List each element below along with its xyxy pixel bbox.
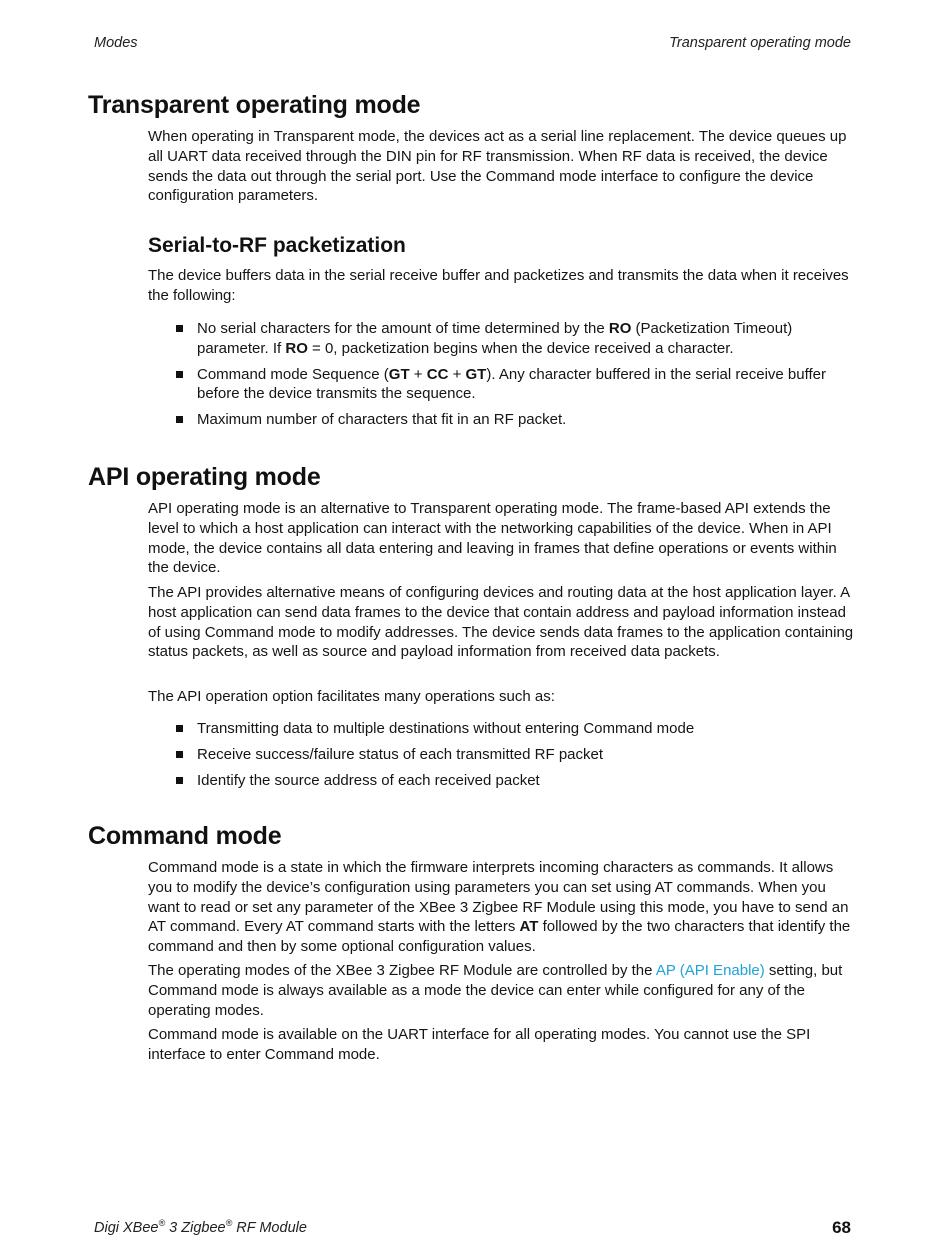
page-number: 68: [832, 1218, 851, 1237]
bullet-square-icon: [176, 371, 183, 378]
transparent-paragraph: When operating in Transparent mode, the devices act as a serial line replacement. The device queues up all UART data received through the DIN pin for RF transmission. When RF data is received, the device sends the data out through the serial port. Use the Command mode interface to configure the device configuration parameters.: [148, 128, 847, 205]
command-paragraph-2: The operating modes of the XBee 3 Zigbee RF Module are controlled by the AP (API Enable) setting, but Command mode is always available as a mode the device can enter while configured for any of the operating modes.: [148, 962, 843, 1019]
list-item: Receive success/failure status of each transmitted RF packet: [176, 745, 852, 765]
running-header: [94, 35, 851, 51]
heading-api-mode: API operating mode: [88, 463, 321, 491]
command-paragraph-3: Command mode is available on the UART interface for all operating modes. You cannot use the SPI interface to enter Command mode.: [148, 1026, 811, 1063]
api-paragraph-1: API operating mode is an alternative to Transparent operating mode. The frame-based API extends the level to which a host application can interact with the networking capabilities of the device. When in API mode, the device contains all data entering and leaving in frames that define operations or events within the device.: [148, 500, 837, 577]
footer-document-title: Digi XBee® 3 Zigbee® RF Module: [94, 1218, 307, 1236]
list-item: Transmitting data to multiple destinations without entering Command mode: [176, 719, 852, 739]
packetization-paragraph: The device buffers data in the serial receive buffer and packetizes and transmits the data when it receives the following:: [148, 267, 849, 304]
packetization-list: [176, 319, 852, 430]
bullet-square-icon: [176, 325, 183, 332]
header-topic: Transparent operating mode: [669, 35, 851, 51]
heading-command-mode: Command mode: [88, 822, 282, 850]
api-enable-link[interactable]: AP (API Enable): [655, 962, 765, 979]
api-list: [176, 719, 852, 790]
list-item: Identify the source address of each received packet: [176, 771, 852, 791]
header-section: Modes: [94, 35, 138, 51]
bullet-square-icon: [176, 751, 183, 758]
api-paragraph-3: The API operation option facilitates many operations such as:: [148, 688, 555, 705]
bullet-square-icon: [176, 777, 183, 784]
list-item: Command mode Sequence (GT + CC + GT). Any character buffered in the serial receive buffer before the device transmits the sequence.: [176, 365, 852, 405]
bullet-square-icon: [176, 725, 183, 732]
bullet-square-icon: [176, 416, 183, 423]
command-paragraph-1: Command mode is a state in which the firmware interprets incoming characters as commands. It allows you to modify the device’s configuration using parameters you can set using AT commands. When you want to read or set any parameter of the XBee 3 Zigbee RF Module using this mode, you have to send an AT command. Every AT command starts with the letters AT followed by the two characters that identify the command and then by some optional configuration values.: [148, 859, 851, 956]
heading-serial-to-rf: Serial-to-RF packetization: [148, 234, 406, 257]
api-paragraph-2: The API provides alternative means of configuring devices and routing data at the host application layer. A host application can send data frames to the device that contain address and payload information instead of using Command mode to modify addresses. The device sends data frames to the application containing status packets, as well as source and payload information from received data packets.: [148, 584, 854, 661]
list-item: Maximum number of characters that fit in an RF packet.: [176, 410, 852, 430]
list-item: No serial characters for the amount of time determined by the RO (Packetization Timeout) parameter. If RO = 0, packetization begins when the device received a character.: [176, 319, 852, 359]
heading-transparent-mode: Transparent operating mode: [88, 91, 421, 119]
